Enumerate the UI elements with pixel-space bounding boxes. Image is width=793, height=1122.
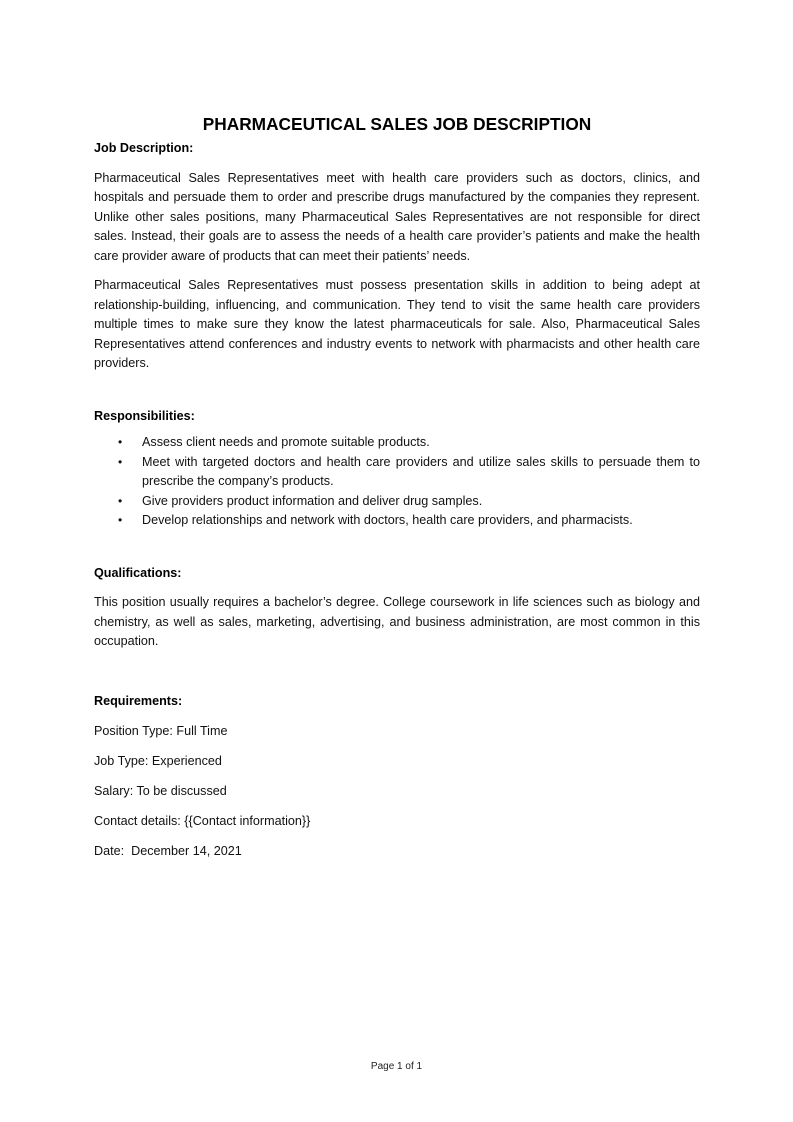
job-description-paragraph-2: Pharmaceutical Sales Representatives must possess presentation skills in addition to being adept at relationship-building, influencing, and communication. They tend to visit the same health care providers multiple times to make sure they know the latest pharmaceuticals for sale. Also, Pharmaceutical Sales Representatives attend conferences and industry events to network with pharmacists and other health care providers. <box>94 278 700 370</box>
requirements-heading: Requirements: <box>94 693 183 708</box>
list-item <box>94 492 700 512</box>
contact-details: Contact details: {{Contact information}} <box>94 813 311 828</box>
job-description-paragraph-1: Pharmaceutical Sales Representatives meet with health care providers such as doctors, clinics, and hospitals and persuade them to order and prescribe drugs manufactured by the companies they represent. Unlike other sales positions, many Pharmaceutical Sales Representatives are not responsible for direct sales. Instead, their goals are to assess the needs of a health care provider’s patients and make the health care provider aware of products that can meet their patients’ needs. <box>94 170 700 263</box>
bullet-icon: • <box>118 435 123 449</box>
list-item-text: Assess client needs and promote suitable products. <box>142 435 430 449</box>
salary: Salary: To be discussed <box>94 783 227 798</box>
qualifications-heading: Qualifications: <box>94 565 182 580</box>
responsibilities-heading: Responsibilities: <box>94 408 195 423</box>
bullet-icon: • <box>118 513 123 527</box>
page-title: PHARMACEUTICAL SALES JOB DESCRIPTION <box>202 114 592 134</box>
responsibilities-list <box>94 433 700 531</box>
page-number-footer: Page 1 of 1 <box>370 1061 423 1072</box>
bullet-icon: • <box>118 454 123 469</box>
list-item <box>94 433 700 453</box>
list-item-text: Meet with targeted doctors and health care providers and utilize sales skills to persuade them to prescribe the company’s products. <box>142 454 700 488</box>
date: Date: December 14, 2021 <box>94 843 242 858</box>
position-type: Position Type: Full Time <box>94 723 228 738</box>
list-item <box>94 453 700 492</box>
list-item <box>94 511 700 531</box>
qualifications-paragraph: This position usually requires a bachelor’s degree. College coursework in life sciences such as biology and chemistry, as well as sales, marketing, advertising, and business administration, are most common in this occupation. <box>94 595 700 648</box>
bullet-icon: • <box>118 493 123 508</box>
list-item-text: Develop relationships and network with doctors, health care providers, and pharmacists. <box>142 513 633 527</box>
job-description-heading: Job Description: <box>94 141 194 155</box>
document-body <box>94 112 700 872</box>
job-type: Job Type: Experienced <box>94 753 222 768</box>
list-item-text: Give providers product information and deliver drug samples. <box>142 493 483 508</box>
